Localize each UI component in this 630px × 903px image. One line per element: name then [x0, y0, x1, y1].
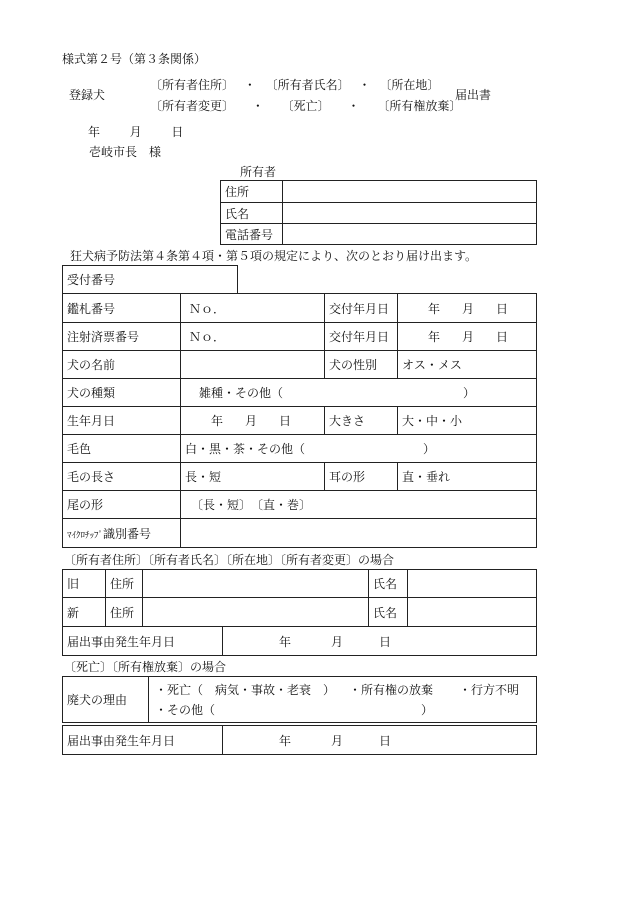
old-name-label: 氏名	[369, 570, 408, 598]
notification-label: 届出書	[455, 88, 492, 102]
dog-name-field[interactable]	[181, 351, 325, 379]
dog-sex-options[interactable]: オス・メス	[398, 351, 537, 379]
change-table	[62, 569, 537, 627]
month-label: 月	[462, 330, 475, 344]
month-label: 月	[245, 414, 258, 428]
death-table	[62, 676, 537, 723]
death-section-heading: 〔死亡〕〔所有権放棄〕の場合	[64, 660, 227, 674]
type-location: 〔所在地〕	[379, 78, 440, 92]
separator: ・	[347, 99, 360, 113]
day-label: 日	[496, 301, 509, 316]
tag-row	[63, 294, 537, 323]
reason-death[interactable]: ・死亡（ 病気・事故・老衰 ）	[155, 682, 336, 697]
registered-dog-label: 登録犬	[69, 88, 106, 102]
new-name-label: 氏名	[369, 598, 408, 627]
day-label: 日	[379, 634, 392, 649]
close-paren: ）	[421, 702, 434, 717]
new-row	[63, 598, 537, 627]
dog-sex-label: 犬の性別	[325, 351, 398, 379]
breed-options-text: 雑種・その他（	[199, 386, 284, 400]
old-name-field[interactable]	[408, 570, 537, 598]
change-date-row	[63, 627, 537, 656]
color-row	[63, 435, 537, 463]
month-label: 月	[462, 301, 475, 316]
death-occurrence-date-label: 届出事由発生年月日	[63, 726, 223, 755]
month-label: 月	[331, 733, 344, 748]
microchip-row	[63, 519, 537, 548]
month-label: 月	[129, 125, 142, 139]
tail-row	[63, 491, 537, 519]
notification-types-row1	[150, 76, 439, 93]
year-label: 年	[279, 733, 292, 748]
change-occurrence-date-label: 届出事由発生年月日	[63, 627, 223, 656]
hair-length-options[interactable]: 長・短	[181, 463, 325, 491]
injection-number-label: 注射済票番号	[63, 323, 181, 351]
tag-issue-date-label: 交付年月日	[325, 294, 398, 323]
reason-line1	[155, 680, 536, 700]
new-name-field[interactable]	[408, 598, 537, 627]
microchip-small-text: ﾏｲｸﾛﾁｯﾌﾟ	[67, 530, 104, 541]
microchip-label	[63, 519, 181, 548]
notification-types-row2	[150, 97, 461, 114]
size-options[interactable]: 大・中・小	[398, 407, 537, 435]
close-paren: ）	[423, 442, 436, 456]
size-label: 大きさ	[325, 407, 398, 435]
name-row	[63, 351, 537, 379]
microchip-rest-text: 識別番号	[103, 526, 152, 541]
reason-ownership-abandonment[interactable]: ・所有権の放棄	[349, 682, 434, 697]
day-label: 日	[171, 125, 184, 139]
type-owner-address: 〔所有者住所〕	[150, 78, 235, 92]
owner-name-label: 氏名	[221, 203, 283, 224]
day-label: 日	[379, 733, 392, 748]
ear-shape-label: 耳の形	[325, 463, 398, 491]
reception-number-label: 受付番号	[63, 266, 238, 294]
reason-line2	[155, 700, 536, 720]
old-address-label: 住所	[106, 570, 143, 598]
type-owner-name: 〔所有者氏名〕	[265, 78, 350, 92]
day-label: 日	[496, 330, 509, 344]
addressee: 壱岐市長 様	[89, 145, 162, 159]
form-number: 様式第２号（第３条関係）	[62, 52, 207, 66]
year-label: 年	[88, 125, 101, 139]
tag-number-label: 鑑札番号	[63, 294, 181, 323]
dog-breed-label: 犬の種類	[63, 379, 181, 407]
hair-row	[63, 463, 537, 491]
year-label: 年	[428, 330, 441, 344]
change-date-table	[62, 626, 537, 656]
coat-color-label: 毛色	[63, 435, 181, 463]
dog-breed-options[interactable]	[181, 379, 537, 407]
reason-other[interactable]: ・その他（	[155, 702, 216, 717]
year-label: 年	[428, 301, 441, 316]
owner-name-field[interactable]	[283, 203, 537, 224]
old-row	[63, 570, 537, 598]
tail-shape-label: 尾の形	[63, 491, 181, 519]
reception-table	[62, 265, 238, 294]
new-address-field[interactable]	[143, 598, 369, 627]
injection-issue-date-label: 交付年月日	[325, 323, 398, 351]
year-label: 年	[211, 414, 224, 428]
reason-row	[63, 677, 537, 723]
reason-missing[interactable]: ・行方不明	[459, 682, 520, 697]
death-date-row	[63, 726, 537, 755]
separator: ・	[243, 78, 256, 92]
close-paren: ）	[463, 386, 476, 400]
owner-address-row	[221, 181, 537, 203]
owner-phone-field[interactable]	[283, 224, 537, 245]
change-occurrence-date-field[interactable]	[223, 627, 537, 656]
breed-row	[63, 379, 537, 407]
separator: ・	[251, 99, 264, 113]
owner-address-label: 住所	[221, 181, 283, 203]
owner-name-row	[221, 203, 537, 224]
injection-row	[63, 323, 537, 351]
tag-number-field[interactable]: Ｎｏ．	[181, 294, 325, 323]
owner-phone-label: 電話番号	[221, 224, 283, 245]
injection-issue-date-field[interactable]	[398, 323, 537, 351]
tail-shape-options[interactable]: 〔長・短〕 〔直・巻〕	[181, 491, 537, 519]
abandonment-reason-label: 廃犬の理由	[63, 677, 149, 723]
birth-date-label: 生年月日	[63, 407, 181, 435]
microchip-field[interactable]	[181, 519, 537, 548]
owner-table	[220, 180, 537, 245]
month-label: 月	[331, 634, 344, 649]
owner-address-field[interactable]	[283, 181, 537, 203]
owner-phone-row	[221, 224, 537, 245]
birth-row	[63, 407, 537, 435]
coat-color-options[interactable]	[181, 435, 537, 463]
abandonment-reason-options[interactable]	[149, 677, 537, 723]
injection-number-field[interactable]: Ｎｏ．	[181, 323, 325, 351]
statement: 狂犬病予防法第４条第４項・第５項の規定により、次のとおり届け出ます。	[70, 249, 478, 263]
year-label: 年	[279, 634, 292, 649]
new-label: 新	[63, 598, 106, 627]
separator: ・	[358, 78, 371, 92]
birth-date-field[interactable]	[181, 407, 325, 435]
old-label: 旧	[63, 570, 106, 598]
date-line	[88, 123, 183, 140]
dog-info-table	[62, 293, 537, 548]
type-owner-change: 〔所有者変更〕	[150, 99, 235, 113]
change-section-heading: 〔所有者住所〕〔所有者氏名〕〔所在地〕〔所有者変更〕の場合	[64, 553, 395, 567]
death-date-table	[62, 725, 537, 755]
dog-name-label: 犬の名前	[63, 351, 181, 379]
tag-issue-date-field[interactable]	[398, 294, 537, 323]
type-ownership-abandonment: 〔所有権放棄〕	[377, 99, 462, 113]
owner-heading: 所有者	[240, 165, 277, 179]
hair-length-label: 毛の長さ	[63, 463, 181, 491]
new-address-label: 住所	[106, 598, 143, 627]
old-address-field[interactable]	[143, 570, 369, 598]
day-label: 日	[279, 414, 292, 428]
type-death: 〔死亡〕	[281, 99, 330, 113]
ear-shape-options[interactable]: 直・垂れ	[398, 463, 537, 491]
color-options-text: 白・黒・茶・その他（	[185, 442, 306, 456]
death-occurrence-date-field[interactable]	[223, 726, 537, 755]
